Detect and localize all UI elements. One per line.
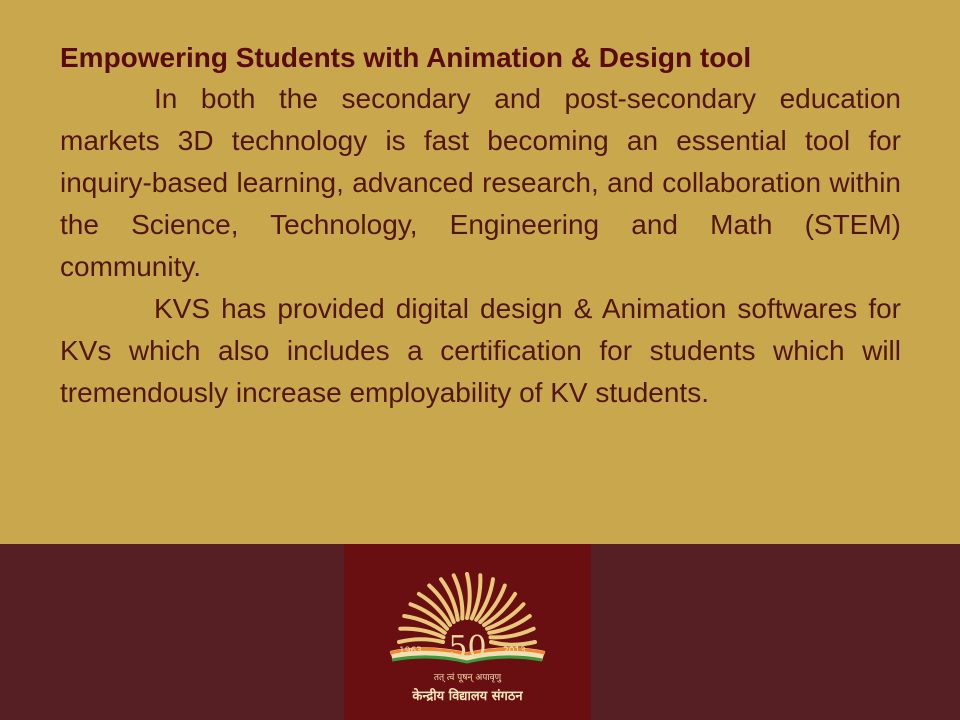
sun-ray xyxy=(467,574,470,618)
year-end: 2013 xyxy=(503,646,526,656)
paragraph-kvs: KVS has provided digital design & Animation softwares for KVs which also includes a certification for students which will tremendously increase employability of KV students. xyxy=(60,293,901,408)
slide-heading: Empowering Students with Animation & Design tool xyxy=(60,42,752,73)
slide-content xyxy=(60,38,901,414)
anniversary-number: 50 xyxy=(448,630,487,665)
org-name: केन्द्रीय विद्यालय संगठन xyxy=(412,689,523,704)
logo-motto: तत् त्वं पूषन् अपावृणु xyxy=(433,673,502,683)
kvs-logo-panel xyxy=(344,544,591,720)
year-start: 1963 xyxy=(399,646,422,656)
paragraph-stem: In both the secondary and post-secondary education markets 3D technology is fast becoming an essential tool for inquiry-based learning, advanced research, and collaboration within the Science, Technology, Engineering and Math (STEM) community. xyxy=(60,83,901,282)
